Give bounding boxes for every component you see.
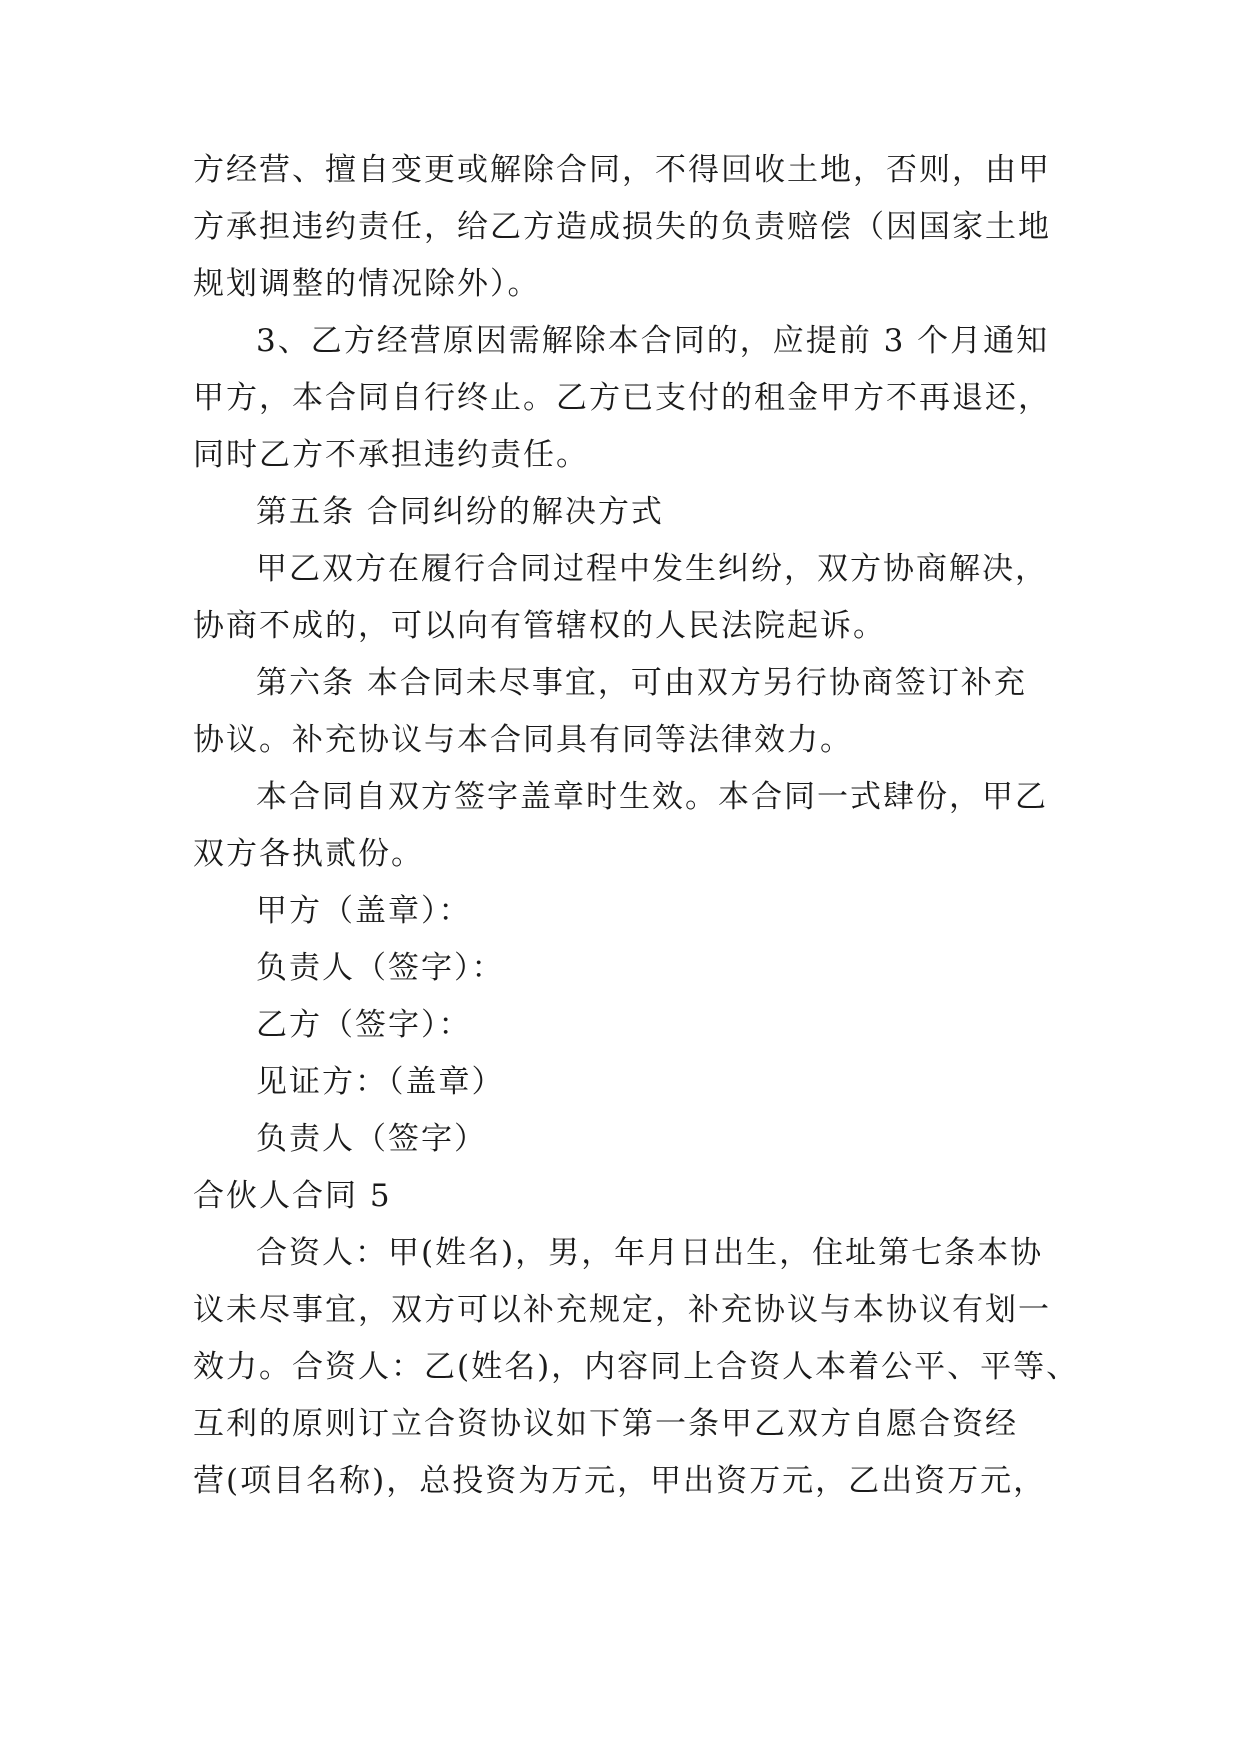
body-text-line: 方经营、擅自变更或解除合同，不得回收土地，否则，由甲 <box>193 152 1051 188</box>
body-text-line: 规划调整的情况除外）。 <box>193 266 541 302</box>
signature-field-responsible: 负责人（签字）： <box>256 950 505 986</box>
signature-field-responsible: 负责人（签字） <box>256 1121 487 1157</box>
body-text-line: 方承担违约责任，给乙方造成损失的负责赔偿（因国家土地 <box>193 209 1051 245</box>
body-text-line: 甲方，本合同自行终止。乙方已支付的租金甲方不再退还， <box>193 380 1051 416</box>
signature-field-party-b: 乙方（签字）： <box>256 1007 472 1043</box>
body-text-line: 3、乙方经营原因需解除本合同的，应提前 3 个月通知 <box>256 323 1050 359</box>
body-text-line: 本合同自双方签字盖章时生效。本合同一式肆份，甲乙 <box>256 779 1048 815</box>
body-text-line: 第六条 本合同未尽事宜，可由双方另行协商签订补充 <box>256 665 1027 701</box>
signature-field-party-a: 甲方（盖章）： <box>256 893 472 929</box>
body-text-line: 效力。合资人：乙(姓名)，内容同上合资人本着公平、平等、 <box>193 1349 1080 1385</box>
body-text-line: 同时乙方不承担违约责任。 <box>193 437 589 473</box>
body-text-line: 双方各执贰份。 <box>193 836 424 872</box>
signature-field-witness: 见证方：（盖章） <box>256 1064 505 1100</box>
document-title: 合伙人合同 5 <box>193 1178 392 1214</box>
body-text-line: 合资人：甲(姓名)，男，年月日出生，住址第七条本协 <box>256 1235 1044 1271</box>
body-text-line: 甲乙双方在履行合同过程中发生纠纷，双方协商解决， <box>256 551 1048 587</box>
body-text-line: 营(项目名称)，总投资为万元，甲出资万元，乙出资万元， <box>193 1463 1047 1499</box>
body-text-line: 协商不成的，可以向有管辖权的人民法院起诉。 <box>193 608 886 644</box>
section-heading: 第五条 合同纠纷的解决方式 <box>256 494 664 530</box>
body-text-line: 协议。补充协议与本合同具有同等法律效力。 <box>193 722 853 758</box>
body-text-line: 议未尽事宜，双方可以补充规定，补充协议与本协议有划一 <box>193 1292 1051 1328</box>
body-text-line: 互利的原则订立合资协议如下第一条甲乙双方自愿合资经 <box>193 1406 1018 1442</box>
